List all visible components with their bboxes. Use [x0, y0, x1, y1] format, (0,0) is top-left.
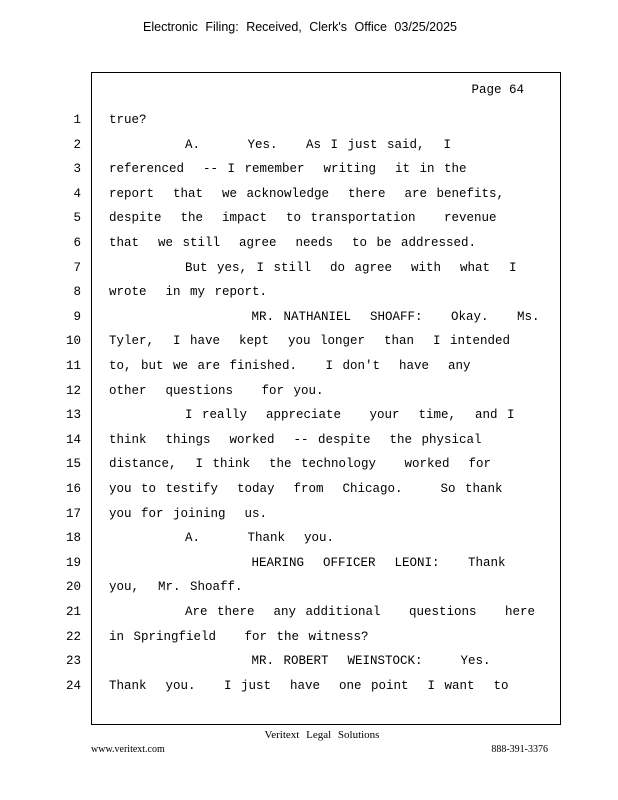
line-number: 18	[65, 531, 81, 546]
transcript-line	[0, 187, 540, 207]
line-text: despite the impact to transportation revenue	[109, 211, 497, 226]
line-text: Thank you. I just have one point I want to	[109, 678, 509, 693]
transcript-line	[0, 408, 540, 428]
transcript-line	[0, 310, 540, 330]
line-number: 10	[65, 334, 81, 349]
line-number: 19	[65, 555, 81, 570]
line-text: you, Mr. Shoaff.	[109, 580, 243, 595]
line-text: other questions for you.	[109, 383, 324, 398]
line-number: 5	[73, 211, 81, 226]
line-text: think things worked -- despite the physical	[109, 432, 482, 447]
transcript-line	[0, 261, 540, 281]
transcript-line	[0, 138, 540, 158]
line-number: 2	[73, 137, 81, 152]
transcript-line	[0, 556, 540, 576]
transcript-line	[0, 113, 540, 133]
transcript-line	[0, 531, 540, 551]
transcript-line	[0, 654, 540, 674]
line-number: 16	[65, 482, 81, 496]
line-number: 20	[65, 580, 81, 595]
line-number: 15	[65, 457, 81, 472]
line-text: that we still agree needs to be addressed.	[109, 236, 477, 250]
page-number: Page 64	[471, 83, 524, 97]
transcript-line	[0, 433, 540, 453]
transcript-line	[0, 285, 540, 305]
line-text: I really appreciate your time, and I	[109, 408, 515, 423]
transcript-line	[0, 679, 540, 699]
transcript-line	[0, 359, 540, 379]
line-text: wrote in my report.	[109, 285, 268, 300]
line-text: report that we acknowledge there are benefits,	[109, 186, 505, 201]
line-text: A. Yes. As I just said, I	[109, 137, 452, 152]
footer-phone: 888-391-3376	[491, 744, 548, 755]
transcript-line	[0, 580, 540, 600]
line-number: 12	[65, 383, 81, 398]
transcript-line	[0, 334, 540, 354]
line-text: But yes, I still do agree with what I	[109, 260, 517, 275]
transcript-line	[0, 605, 540, 625]
line-number: 21	[65, 605, 81, 619]
line-number: 23	[65, 654, 81, 669]
transcript-line	[0, 507, 540, 527]
transcript-line	[0, 457, 540, 477]
line-text: A. Thank you.	[109, 531, 335, 546]
transcript-line	[0, 384, 540, 404]
footer-company: Veritext Legal Solutions	[264, 729, 380, 741]
line-text: MR. NATHANIEL SHOAFF: Okay. Ms.	[109, 309, 540, 324]
line-text: Are there any additional questions here	[109, 605, 536, 619]
line-number: 7	[73, 260, 81, 275]
line-text: in Springfield for the witness?	[109, 629, 369, 644]
line-text: you for joining us.	[109, 506, 268, 521]
line-text: distance, I think the technology worked for	[109, 457, 492, 472]
line-text: HEARING OFFICER LEONI: Thank	[109, 555, 506, 570]
line-text: Tyler, I have kept you longer than I intended	[109, 334, 511, 349]
line-number: 3	[73, 162, 81, 177]
transcript-line	[0, 630, 540, 650]
filing-stamp: Electronic Filing: Received, Clerk's Office 03/25/2025	[143, 20, 457, 34]
line-number: 13	[65, 408, 81, 423]
footer-website: www.veritext.com	[91, 744, 165, 755]
line-number: 9	[73, 309, 81, 324]
line-number: 14	[65, 432, 81, 447]
line-text: referenced -- I remember writing it in the	[109, 162, 467, 177]
line-text: MR. ROBERT WEINSTOCK: Yes.	[109, 654, 491, 669]
line-number: 6	[73, 236, 81, 250]
line-number: 11	[65, 359, 81, 373]
line-number: 1	[73, 113, 81, 127]
line-number: 24	[65, 678, 81, 693]
transcript-line	[0, 236, 540, 256]
transcript-line	[0, 211, 540, 231]
line-text: true?	[109, 113, 147, 127]
line-number: 8	[73, 285, 81, 300]
transcript-line	[0, 162, 540, 182]
line-text: to, but we are finished. I don't have any	[109, 359, 471, 373]
transcript-line	[0, 482, 540, 502]
line-number: 4	[73, 186, 81, 201]
line-number: 17	[65, 506, 81, 521]
line-number: 22	[65, 629, 81, 644]
line-text: you to testify today from Chicago. So thank	[109, 482, 503, 496]
